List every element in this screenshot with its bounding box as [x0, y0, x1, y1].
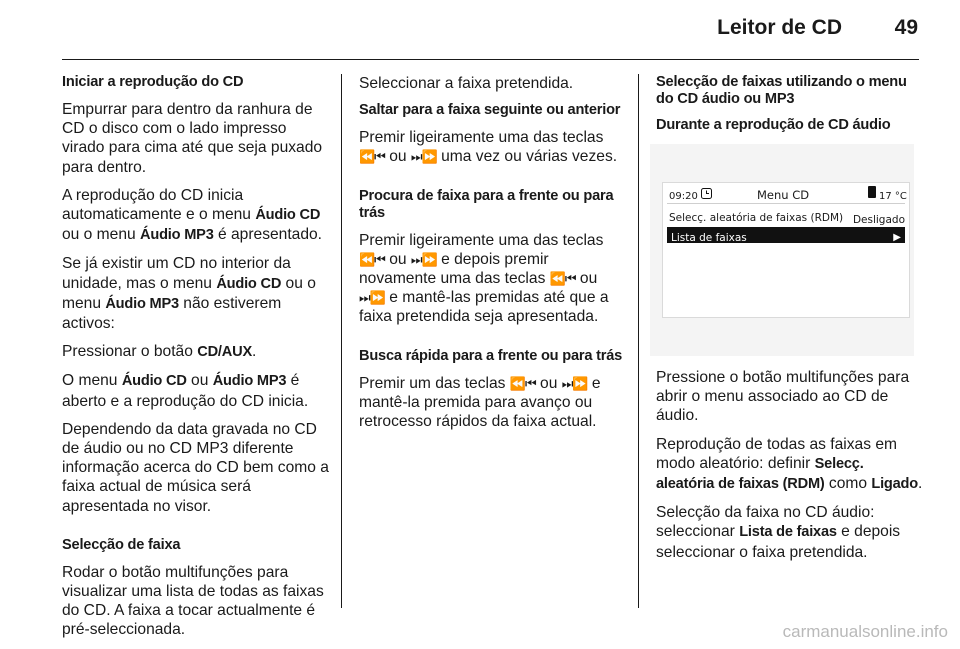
menu-item-track-list-label: Lista de faixas: [671, 232, 747, 244]
watermark: carmanualsonline.info: [782, 622, 948, 641]
screen-temperature: 17 °C: [879, 191, 907, 202]
column-1: [62, 74, 330, 649]
page-number: 49: [894, 16, 918, 39]
cd-menu-screen: [662, 182, 910, 318]
column-divider-1: [341, 74, 342, 608]
next-track-icon: ⏭⏩: [410, 251, 437, 267]
section-heading: Busca rápida para a frente ou para trás: [359, 347, 623, 364]
paragraph: Selecção da faixa no CD áudio: seleccionar Lista de faixas e depois seleccionar o faixa pretendida.: [656, 504, 901, 561]
menu-item-random-label: Selecç. aleatória de faixas (RDM): [669, 212, 844, 224]
column-2: [359, 74, 627, 440]
prev-track-icon: ⏪⏮: [359, 251, 385, 267]
next-track-icon: ⏭⏩: [410, 149, 437, 165]
paragraph: Premir ligeiramente uma das teclas ⏪⏮ ou ⏭⏩ uma vez ou várias vezes.: [359, 129, 618, 166]
next-track-icon: ⏭⏩: [359, 290, 385, 306]
paragraph: Rodar o botão multifunções para visualizar uma lista de todas as faixas do CD. A faixa a tocar actualmente é pré-seleccionada.: [62, 563, 324, 639]
paragraph: O menu Áudio CD ou Áudio MP3 é aberto e a reprodução do CD inicia.: [62, 372, 309, 410]
paragraph: Se já existir um CD no interior da unidade, mas o menu Áudio CD ou o menu Áudio MP3 não estiverem activos:: [62, 255, 316, 333]
menu-item-random-value: Desligado: [852, 214, 905, 226]
section-heading: Selecção de faixas utilizando o menu do CD áudio ou MP3: [656, 74, 907, 107]
screen-title: Menu CD: [757, 188, 810, 202]
column-3: [656, 74, 924, 571]
screen-divider: [667, 203, 905, 204]
display-illustration: [650, 144, 914, 356]
screen-status-bar: [663, 183, 909, 203]
paragraph: Pressione o botão multifunções para abrir o menu associado ao CD de áudio.: [656, 369, 910, 425]
next-track-icon: ⏭⏩: [561, 375, 588, 391]
menu-item-track-list: [667, 227, 905, 243]
paragraph: Empurrar para dentro da ranhura de CD o disco com o lado impresso virado para cima até que seja puxado para dentro.: [62, 101, 323, 176]
page-title: Leitor de CD: [717, 16, 842, 39]
paragraph: Premir ligeiramente uma das teclas ⏪⏮ ou ⏭⏩ e depois premir novamente uma das teclas ⏪⏮ ou ⏭⏩ e mantê-las premidas até que a faixa pretendida seja apresentada.: [359, 231, 609, 326]
prev-track-icon: ⏪⏮: [509, 375, 536, 391]
section-heading: Iniciar a reprodução do CD: [62, 74, 244, 90]
screen-time: 09:20: [669, 191, 698, 202]
paragraph: Dependendo da data gravada no CD de áudio ou no CD MP3 diferente informação acerca do CD bem como a faixa actual de música será apresentada no visor.: [62, 420, 329, 515]
subsection-heading: Durante a reprodução de CD áudio: [656, 117, 891, 133]
prev-track-icon: ⏪⏮: [549, 271, 576, 287]
column-divider-2: [638, 74, 639, 608]
header-divider: [62, 59, 919, 60]
section-heading: Selecção de faixa: [62, 536, 181, 553]
paragraph: A reprodução do CD inicia automaticamente e o menu Áudio CD ou o menu Áudio MP3 é apresentado.: [62, 186, 323, 244]
page-header: [0, 0, 960, 58]
paragraph: Seleccionar a faixa pretendida.: [359, 75, 574, 92]
section-heading: Procura de faixa para a frente ou para trás: [359, 187, 614, 221]
paragraph: Reprodução de todas as faixas em modo aleatório: definir Selecç. aleatória de faixas (RDM) como Ligado.: [656, 435, 923, 493]
phone-icon: [868, 186, 876, 198]
section-heading: Saltar para a faixa seguinte ou anterior: [359, 102, 621, 119]
paragraph: Pressionar o botão CD/AUX.: [62, 343, 257, 361]
paragraph: Premir um das teclas ⏪⏮ ou ⏭⏩ e mantê-la premida para avanço ou retrocesso rápidos da faixa actual.: [359, 374, 601, 431]
prev-track-icon: ⏪⏮: [359, 149, 385, 165]
chevron-right-icon: ▶: [893, 232, 901, 243]
